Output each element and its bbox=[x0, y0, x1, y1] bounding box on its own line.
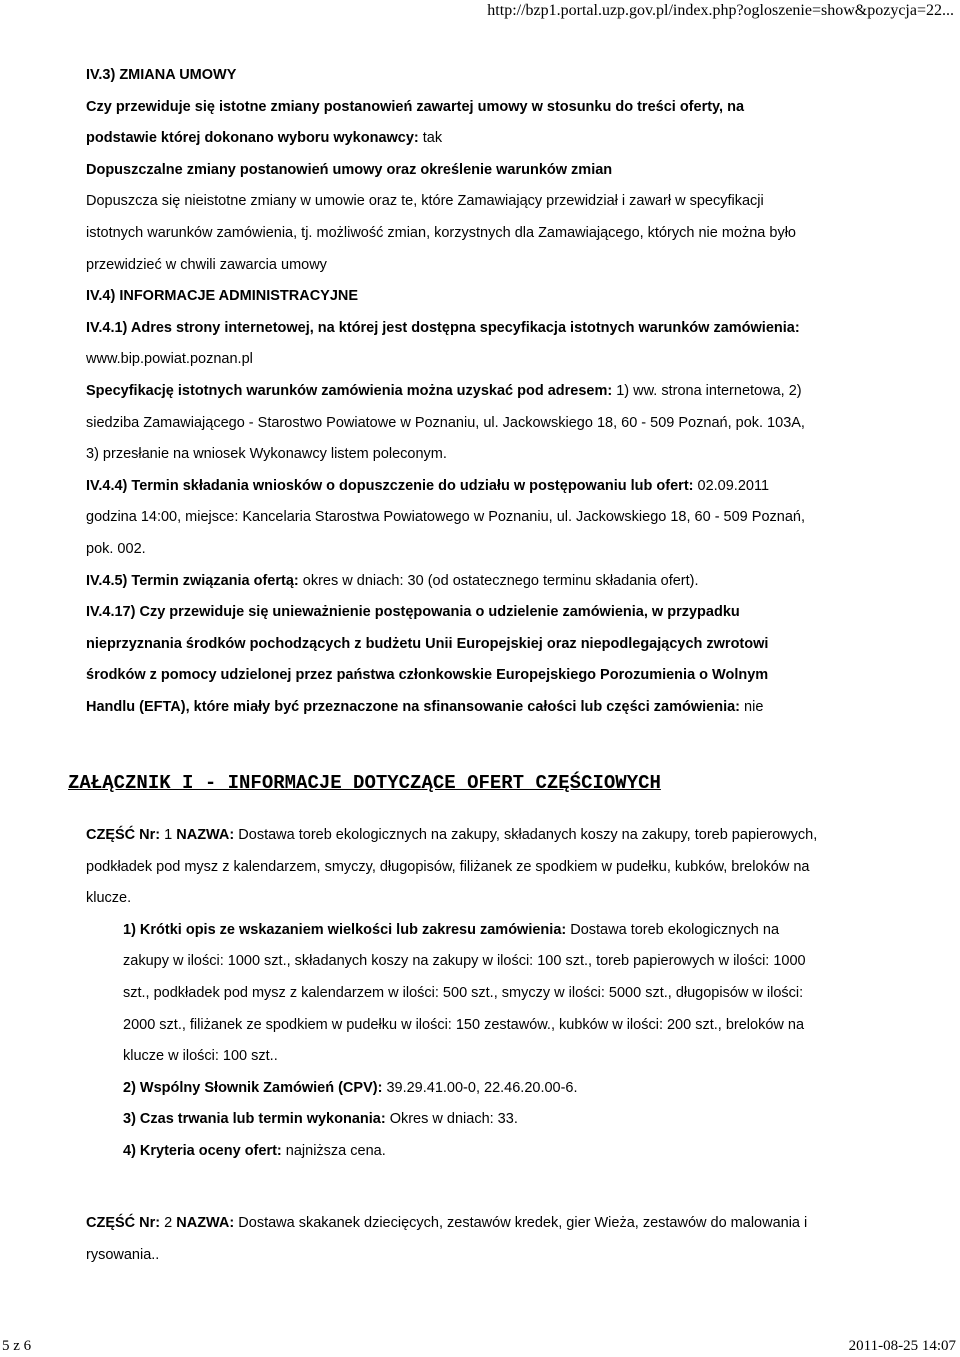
iv45-line: IV.4.5) Termin związania ofertą: okres w dniach: 30 (od ostatecznego terminu składania ofert). bbox=[86, 572, 699, 589]
p3-line: 3) Czas trwania lub termin wykonania: Okres w dniach: 33. bbox=[123, 1111, 518, 1128]
p1-line1: 1) Krótki opis ze wskazaniem wielkości lub zakresu zamówienia: Dostawa toreb ekologicznych na bbox=[123, 921, 780, 938]
attachment-title: ZAŁĄCZNIK I - INFORMACJE DOTYCZĄCE OFERT CZĘŚCIOWYCH bbox=[68, 772, 661, 794]
p4-line: 4) Kryteria oceny ofert: najniższa cena. bbox=[123, 1142, 386, 1159]
section-iv3-title: IV.3) ZMIANA UMOWY bbox=[86, 67, 237, 83]
p1-line3: szt., podkładek pod mysz z kalendarzem w ilości: 500 szt., smyczy w ilości: 5000 szt., długopisów w ilości: bbox=[123, 984, 804, 1001]
iv41-answer: www.bip.powiat.poznan.pl bbox=[86, 351, 253, 368]
iv417-line1: IV.4.17) Czy przewiduje się unieważnienie postępowania o udzielenie zamówienia, w przypadku bbox=[86, 604, 740, 621]
part1-name-line1: CZĘŚĆ Nr: 1 NAZWA: Dostawa toreb ekologicznych na zakupy, składanych koszy na zakupy, toreb papierowych, bbox=[86, 827, 818, 843]
print-datetime: 2011-08-25 14:07 bbox=[848, 1338, 956, 1354]
iv3-text-line2: istotnych warunków zamówienia, tj. możliwość zmian, korzystnych dla Zamawiającego, których nie można było bbox=[86, 224, 796, 241]
iv3-question-line1: Czy przewiduje się istotne zmiany postanowień zawartej umowy w stosunku do treści oferty, na bbox=[86, 98, 745, 115]
main-content bbox=[86, 60, 896, 723]
iv3-heading: Dopuszczalne zmiany postanowień umowy oraz określenie warunków zmian bbox=[86, 161, 613, 178]
iv3-text-line1: Dopuszcza się nieistotne zmiany w umowie oraz te, które Zamawiający przewidział i zawarł w specyfikacji bbox=[86, 193, 764, 210]
p1-line4: 2000 szt., filiżanek ze spodkiem w pudełku w ilości: 150 zestawów., kubków w ilości: 200 szt., breloków na bbox=[123, 1016, 805, 1033]
iv44-line1: IV.4.4) Termin składania wniosków o dopuszczenie do udziału w postępowaniu lub ofert: 02.09.2011 bbox=[86, 477, 770, 494]
part2-name-line1: CZĘŚĆ Nr: 2 NAZWA: Dostawa skakanek dziecięcych, zestawów kredek, gier Wieża, zestawów do malowania i bbox=[86, 1215, 808, 1231]
part1-name-line3: klucze. bbox=[86, 890, 132, 907]
section-iv4-title: IV.4) INFORMACJE ADMINISTRACYJNE bbox=[86, 288, 359, 305]
p1-line2: zakupy w ilości: 1000 szt., składanych koszy na zakupy w ilości: 100 szt., toreb papierowych w ilości: 1000 bbox=[123, 953, 806, 970]
iv3-answer: tak bbox=[418, 130, 443, 147]
iv417-line2: nieprzyznania środków pochodzących z budżetu Unii Europejskiej oraz niepodlegających zwrotowi bbox=[86, 635, 769, 652]
iv3-text-line3: przewidzieć w chwili zawarcia umowy bbox=[86, 256, 327, 273]
spec-line2: siedziba Zamawiającego - Starostwo Powiatowe w Poznaniu, ul. Jackowskiego 18, 60 - 509 Poznań, pok. 103A, bbox=[86, 414, 805, 431]
spec-line3: 3) przesłanie na wniosek Wykonawcy listem poleconym. bbox=[86, 446, 447, 463]
part1-details bbox=[86, 915, 896, 1168]
part1-name-line2: podkładek pod mysz z kalendarzem, smyczy, długopisów, filiżanek ze spodkiem w pudełku, kubków, breloków na bbox=[86, 858, 810, 875]
page-number: 5 z 6 bbox=[2, 1338, 32, 1354]
iv44-line3: pok. 002. bbox=[86, 540, 146, 557]
spec-line1: Specyfikację istotnych warunków zamówienia można uzyskać pod adresem: 1) ww. strona internetowa, 2) bbox=[86, 382, 802, 399]
iv3-question-line2: podstawie której dokonano wyboru wykonawcy: tak bbox=[86, 130, 443, 147]
part-2 bbox=[86, 1208, 896, 1271]
p2-line: 2) Wspólny Słownik Zamówień (CPV): 39.29.41.00-0, 22.46.20.00-6. bbox=[123, 1079, 578, 1096]
part2-name-line2: rysowania.. bbox=[86, 1246, 160, 1263]
page-url: http://bzp1.portal.uzp.gov.pl/index.php?ogloszenie=show&pozycja=22... bbox=[487, 2, 954, 19]
iv41-question: IV.4.1) Adres strony internetowej, na której jest dostępna specyfikacja istotnych warunków zamówienia: bbox=[86, 319, 800, 336]
iv417-line4: Handlu (EFTA), które miały być przeznaczone na sfinansowanie całości lub części zamówienia: nie bbox=[86, 698, 764, 715]
iv417-line3: środków z pomocy udzielonej przez państwa członkowskie Europejskiego Porozumienia o Wolnym bbox=[86, 667, 769, 684]
iv44-line2: godzina 14:00, miejsce: Kancelaria Starostwa Powiatowego w Poznaniu, ul. Jackowskiego 18, 60 - 509 Poznań, bbox=[86, 509, 805, 526]
part-1 bbox=[86, 820, 896, 1168]
p1-line5: klucze w ilości: 100 szt.. bbox=[123, 1048, 278, 1065]
